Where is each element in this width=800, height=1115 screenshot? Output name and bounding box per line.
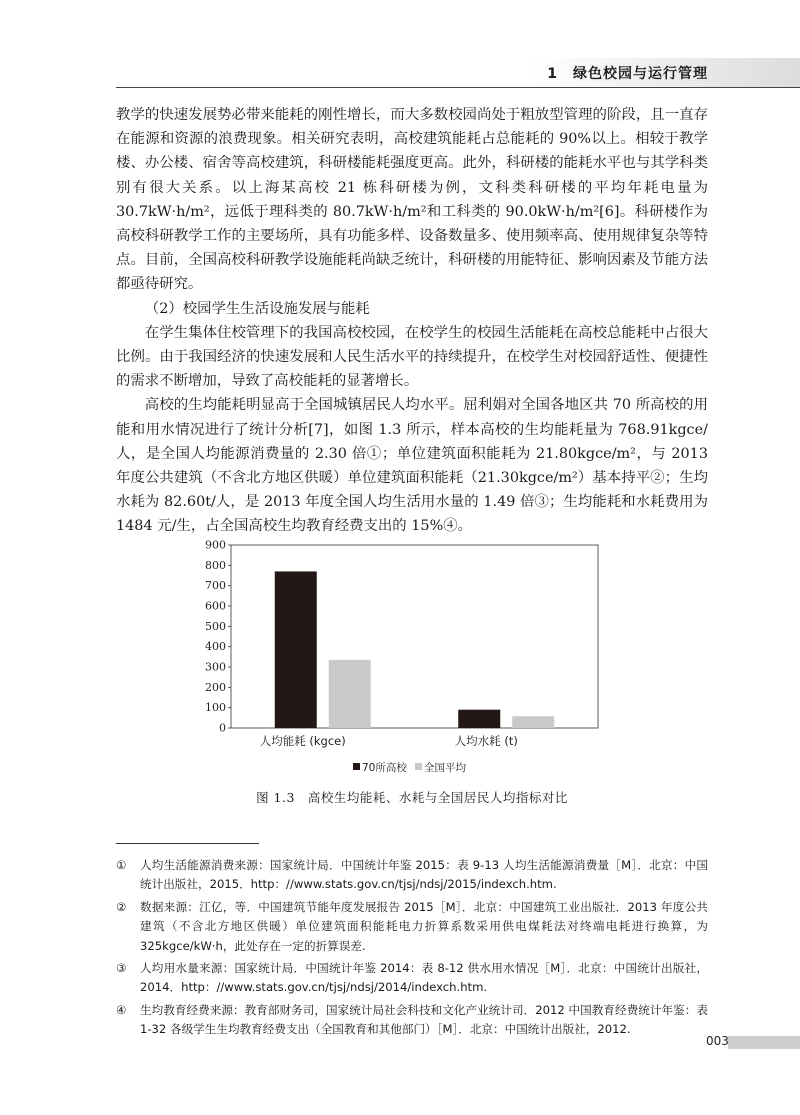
y-tick-label: 400 [205, 640, 226, 654]
page-number: 003 [706, 1034, 729, 1048]
footnote-2 [116, 898, 708, 956]
paragraph-3: 高校的生均能耗明显高于全国城镇居民人均水平。屈利娟对全国各地区共 70 所高校的用能和用水情况进行了统计分析[7]，如图 1.3 所示，样本高校的生均能耗量为 768.91kgce/人，是全国人均能源消费量的 2.30 倍①；单位建筑面积能耗为 21.80kgce/m²，与 2013 年度公共建筑（不含北方地区供暖）单位建筑面积能耗（21.30kgce/m²）基本持平②；生均水耗为 82.60t/人，是 2013 年度全国人均生活用水量的 1.49 倍③；生均能耗和水耗费用为 1484 元/生，占全国高校生均教育经费支出的 15%④。 [116, 397, 708, 535]
y-tick-label: 500 [205, 619, 226, 633]
x-category-label: 人均能耗 (kgce) [259, 734, 346, 748]
legend-swatch [415, 763, 422, 770]
footnote-4 [116, 1001, 708, 1040]
footnote-text: 人均生活能源消费来源：国家统计局．中国统计年鉴 2015：表 9-13 人均生活能源消费量［M］．北京：中国统计出版社，2015．http：//www.stats.gov.cn/tjsj/ndsj/2015/indexch.htm. [140, 858, 708, 892]
body-text [116, 103, 708, 539]
legend-label: 全国平均 [424, 762, 466, 774]
header-rule [116, 87, 800, 88]
bar-0-0 [275, 571, 317, 728]
footnote-mark: ① [116, 858, 127, 872]
bar-1-0 [458, 710, 500, 728]
y-tick-label: 900 [205, 538, 226, 552]
footnote-mark: ② [116, 899, 127, 914]
page-footer [0, 1036, 800, 1049]
footnote-text: 人均用水量来源：国家统计局．中国统计年鉴 2014：表 8-12 供水用水情况［M］．北京：中国统计出版社，2014．http：//www.stats.gov.cn/tjsj/ndsj/2014/indexch.htm. [140, 961, 708, 995]
y-tick-label: 300 [205, 660, 226, 674]
y-tick-label: 200 [205, 680, 226, 694]
footnote-mark: ④ [116, 1002, 127, 1017]
legend-label: 70所高校 [362, 762, 407, 774]
footnote-rule [116, 843, 259, 844]
y-tick-label: 800 [205, 558, 226, 572]
footnote-3 [116, 959, 708, 998]
page-bar [728, 1036, 800, 1049]
chapter-title: 1 绿色校园与运行管理 [547, 66, 708, 82]
bar-chart [200, 538, 600, 788]
figure-caption: 图 1.3 高校生均能耗、水耗与全国居民人均指标对比 [256, 790, 568, 805]
footnote-mark: ③ [116, 961, 127, 976]
chart-svg [200, 538, 600, 788]
footnote-text: 数据来源：江亿，等．中国建筑节能年度发展报告 2015［M］．北京：中国建筑工业出版社．2013 年度公共建筑（不含北方地区供暖）单位建筑面积能耗电力折算系数采用供电煤耗法对终端电耗进行换算，为 325kgce/kW·h，此处存在一定的折算误差. [140, 899, 708, 953]
section-heading: （2）校园学生生活设施发展与能耗 [144, 300, 370, 317]
bar-0-1 [329, 660, 371, 728]
legend-swatch [353, 763, 360, 770]
y-tick-label: 700 [205, 579, 226, 593]
footnote-text: 生均教育经费来源：教育部财务司，国家统计局社会科技和文化产业统计司．2012 中国教育经费统计年鉴：表 1-32 各级学生生均教育经费支出（全国教育和其他部门）［M］．北京：中国统计出版社，2012. [140, 1002, 708, 1037]
footnotes [116, 856, 708, 1043]
footnote-1 [116, 856, 708, 895]
x-category-label: 人均水耗 (t) [454, 734, 518, 748]
y-tick-label: 100 [205, 701, 226, 715]
bar-1-1 [512, 716, 554, 728]
y-tick-label: 600 [205, 599, 226, 613]
paragraph-2: 在学生集体住校管理下的我国高校校园，在校学生的校园生活能耗在高校总能耗中占很大比例。由于我国经济的快速发展和人民生活水平的持续提升，在校学生对校园舒适性、便捷性的需求不断增加，导致了高校能耗的显著增长。 [116, 324, 708, 390]
paragraph-1: 教学的快速发展势必带来能耗的刚性增长，而大多数校园尚处于粗放型管理的阶段，且一直存在能源和资源的浪费现象。相关研究表明，高校建筑能耗占总能耗的 90%以上。相较于教学楼、办公楼、宿舍等高校建筑，科研楼能耗强度更高。此外，科研楼的能耗水平也与其学科类别有很大关系。以上海某高校 21 栋科研楼为例，文科类科研楼的平均年耗电量为 30.7kW·h/m²，远低于理科类的 80.7kW·h/m²和工科类的 90.0kW·h/m²[6]。科研楼作为高校科研教学工作的主要场所，具有功能多样、设备数量多、使用频率高、使用规律复杂等特点。目前，全国高校科研教学设施能耗尚缺乏统计，科研楼的用能特征、影响因素及节能方法都亟待研究。 [116, 107, 708, 293]
running-header [0, 58, 800, 88]
y-tick-label: 0 [219, 721, 226, 735]
